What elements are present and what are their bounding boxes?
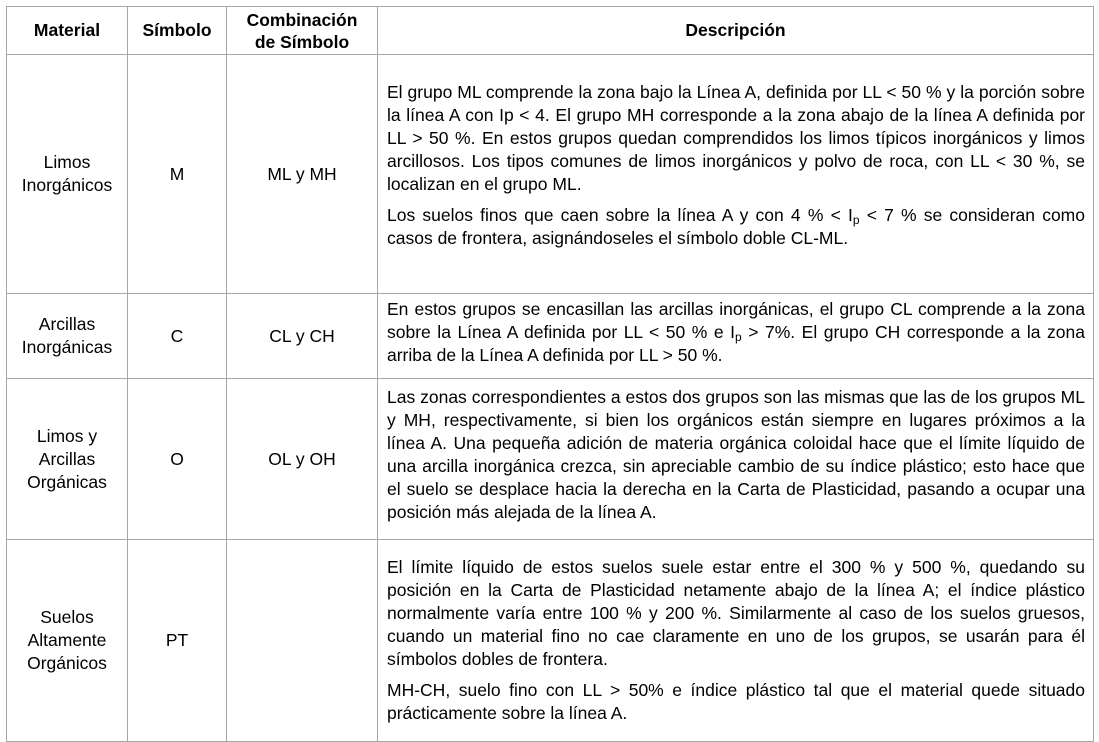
header-combinacion-line1: Combinación xyxy=(246,9,358,30)
descripcion-cell xyxy=(378,379,1094,540)
text-run: Los suelos finos que caen sobre la línea A y con 4 % < I xyxy=(387,205,853,225)
table-row xyxy=(7,540,1094,742)
material-cell xyxy=(7,540,128,742)
material-cell xyxy=(7,55,128,294)
descripcion-paragraph: El grupo ML comprende la zona bajo la Línea A, definida por LL < 50 % y la porción sobre la línea A con Ip < 4. El grupo MH corresponde a la zona abajo de la línea A definida por LL > 50 %. En estos grupos quedan comprendidos los limos típicos inorgánicos y limos arcillosos. Los tipos comunes de limos inorgánicos y polvo de roca, con LL < 30 %, se localizan en el grupo ML. xyxy=(387,82,1085,194)
descripcion-cell xyxy=(378,55,1094,294)
material-line: Inorgánicos xyxy=(21,175,113,195)
material-line: Orgánicas xyxy=(27,471,107,492)
combinacion-cell: CL y CH xyxy=(227,294,378,379)
combinacion-cell xyxy=(227,540,378,742)
text-run: En estos grupos se encasillan las arcillas inorgánicas, el grupo CL comprende a la zona sobre la Línea A definida por LL < 50 % e I xyxy=(387,299,1085,342)
material-line: Arcillas xyxy=(38,314,96,334)
descripcion-cell xyxy=(378,294,1094,379)
material-line: Orgánicos xyxy=(27,653,107,673)
material-line: Arcillas xyxy=(38,448,96,469)
table-row xyxy=(7,294,1094,379)
combinacion-cell: OL y OH xyxy=(227,379,378,540)
material-cell xyxy=(7,294,128,379)
material-line: Altamente xyxy=(27,630,107,650)
combinacion-cell: ML y MH xyxy=(227,55,378,294)
subscript: p xyxy=(852,213,860,227)
subscript: p xyxy=(735,330,742,344)
material-cell xyxy=(7,379,128,540)
material-line: Limos xyxy=(43,152,91,172)
material-line: Inorgánicas xyxy=(21,337,113,357)
simbolo-cell: PT xyxy=(128,540,227,742)
table-row xyxy=(7,55,1094,294)
descripcion-paragraph xyxy=(387,204,1085,250)
descripcion-paragraph: Las zonas correspondientes a estos dos grupos son las mismas que las de los grupos ML y MH, respectivamente, si bien los orgánicos están siempre en lugares próximos a la línea A. Una pequeña adición de materia orgánica coloidal hace que el límite líquido de una arcilla inorgánica crezca, sin apreciable cambio de su índice plástico; esto hace que el suelo se desplace hacia la derecha en la Carta de Plasticidad, pasando a ocupar una posición más alejada de la línea A. xyxy=(387,387,1085,522)
header-row xyxy=(7,7,1094,55)
descripcion-paragraph: El límite líquido de estos suelos suele estar entre el 300 % y 500 %, quedando su posición en la Carta de Plasticidad netamente abajo de la línea A; el índice plástico normalmente varía entre 100 % y 200 %. Similarmente al caso de los suelos gruesos, cuando un material fino no cae claramente en uno de los grupos, se usarán para él símbolos dobles de frontera. xyxy=(387,557,1085,669)
material-line: Suelos xyxy=(40,607,94,627)
descripcion-paragraph xyxy=(387,298,1085,367)
header-combinacion-line2: de Símbolo xyxy=(254,31,350,52)
material-line: Limos y xyxy=(36,425,98,446)
descripcion-paragraph: MH-CH, suelo fino con LL > 50% e índice plástico tal que el material quede situado prácticamente sobre la línea A. xyxy=(387,680,1085,723)
simbolo-cell: C xyxy=(128,294,227,379)
descripcion-cell xyxy=(378,540,1094,742)
simbolo-cell: M xyxy=(128,55,227,294)
soil-classification-table xyxy=(6,6,1094,742)
header-descripcion: Descripción xyxy=(378,7,1094,55)
table-row xyxy=(7,379,1094,540)
header-simbolo: Símbolo xyxy=(128,7,227,55)
header-combinacion xyxy=(227,7,378,55)
text-run: > 7%. El grupo CH corresponde a la zona arriba de la Línea A definida por LL > 50 %. xyxy=(387,322,1085,365)
text-run: < 7 % se consideran como casos de frontera, asignándoseles el símbolo doble CL-ML. xyxy=(387,205,1085,248)
header-material: Material xyxy=(7,7,128,55)
simbolo-cell: O xyxy=(128,379,227,540)
